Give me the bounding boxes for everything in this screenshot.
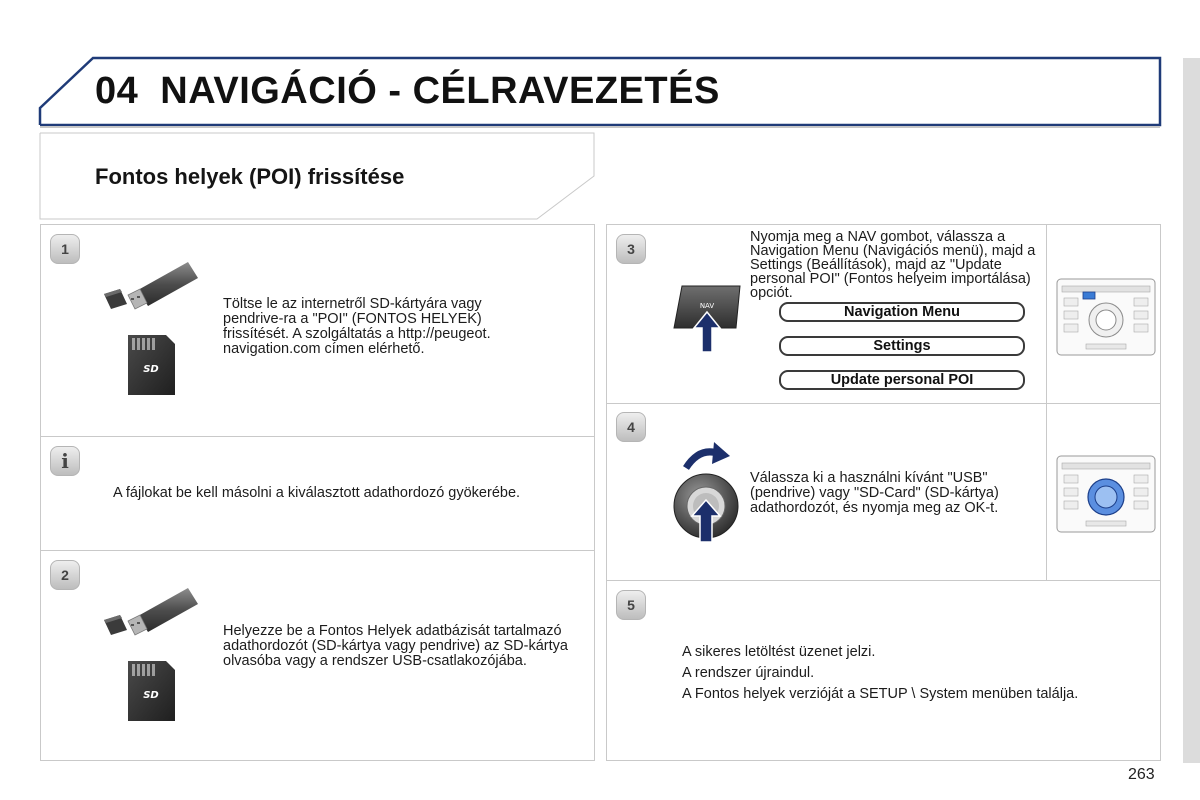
usb-stick-icon — [100, 258, 204, 316]
chapter-number: 04 — [95, 70, 139, 112]
nav-key-label: NAV — [699, 302, 715, 310]
sd-card-icon — [128, 335, 176, 396]
step-2-text: Helyezze be a Fontos Helyek adatbázisát tartalmazó adathordozót (SD-kártya vagy pendrive) az SD-kártya olvasóba vagy a rendszer USB-csatlakozójába. — [223, 623, 568, 669]
step-5-line-1: A sikeres letöltést üzenet jelzi. — [682, 644, 876, 660]
menu-item-update-personal-poi: Update personal POI — [779, 370, 1025, 390]
step-5-line-2: A rendszer újraindul. — [682, 665, 815, 681]
step-5-line-3: A Fontos helyek verzióját a SETUP \ System menüben találja. — [682, 686, 1079, 702]
sd-logo-text: SD — [143, 690, 159, 701]
radio-console-knob-icon — [1056, 455, 1156, 533]
menu-item-navigation-menu: Navigation Menu — [779, 302, 1025, 322]
step-2-badge: 2 — [50, 560, 80, 590]
step-3-text: Nyomja meg a NAV gombot, válassza a Navigation Menu (Navigációs menü), majd a Settings (Beállítások), majd az "Update personal POI" (Fontos helyeim importálása) opciót. — [750, 229, 1036, 301]
sd-card-icon — [128, 661, 176, 722]
step-4-text: Válassza ki a használni kívánt "USB" (pendrive) vagy "SD-Card" (SD-kártya) adathordozót, és nyomja meg az OK-t. — [750, 470, 999, 516]
page-number: 263 — [1128, 766, 1155, 783]
step-3-badge: 3 — [616, 234, 646, 264]
info-badge: i — [50, 446, 80, 476]
usb-stick-icon — [100, 584, 204, 642]
section-heading: Fontos helyek (POI) frissítése — [95, 164, 405, 189]
step-4-divider — [1046, 404, 1047, 580]
step-5-badge: 5 — [616, 590, 646, 620]
chapter-side-tab — [1183, 58, 1200, 763]
step-4-badge: 4 — [616, 412, 646, 442]
rotary-ok-knob-icon — [672, 438, 744, 546]
radio-console-nav-icon — [1056, 278, 1156, 356]
step-1-text: Töltse le az internetről SD-kártyára vagy pendrive-ra a "POI" (FONTOS HELYEK) frissítését. A szolgáltatás a http://peugeot. navigation.com címen elérhető. — [223, 296, 491, 357]
step-1-badge: 1 — [50, 234, 80, 264]
chapter-title-text: NAVIGÁCIÓ - CÉLRAVEZETÉS — [160, 70, 720, 112]
sd-logo-text: SD — [143, 364, 159, 375]
nav-button-icon — [670, 282, 744, 356]
menu-item-settings: Settings — [779, 336, 1025, 356]
section-heading-frame — [0, 0, 620, 230]
info-text: A fájlokat be kell másolni a kiválasztott adathordozó gyökerébe. — [113, 485, 521, 501]
